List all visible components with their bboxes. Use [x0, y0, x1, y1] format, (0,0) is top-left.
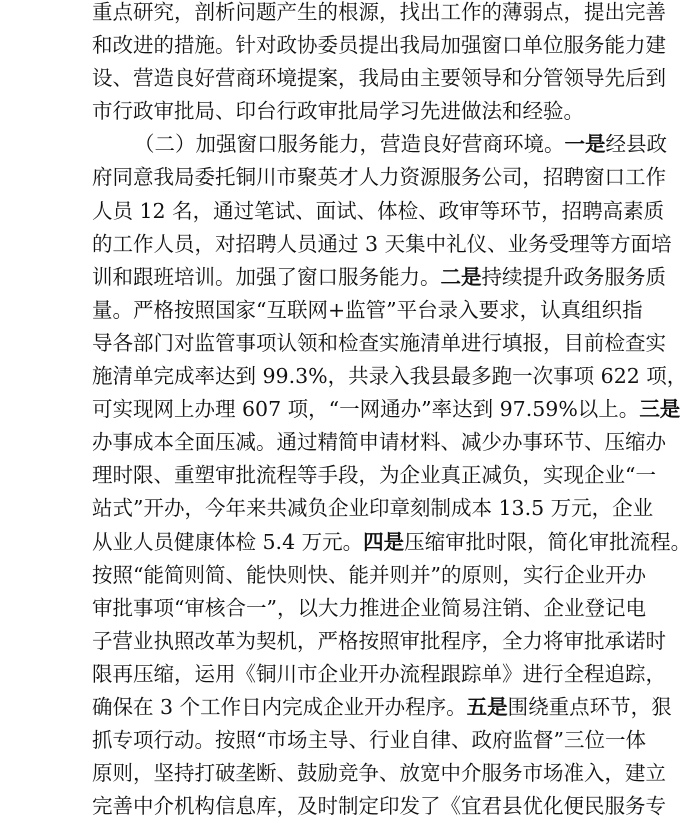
- text-segment: 办事成本全面压减。通过精简申请材料、减少办事环节、压缩办: [92, 430, 666, 455]
- text-line: [92, 95, 612, 128]
- text-segment: 导各部门对监管事项认领和检查实施清单进行填报，目前检查实: [92, 330, 666, 355]
- text-segment: 可实现网上办理 607 项，“一网通办”率达到 97.59%以上。: [92, 397, 640, 422]
- bold-keyword: 五是: [466, 694, 508, 719]
- text-segment: 按照“能简则简、能快则快、能并则并”的原则，实行企业开办: [92, 562, 646, 587]
- text-segment: 确保在 3 个工作日内完成企业开办程序。: [92, 694, 467, 719]
- text-segment: 子营业执照改革为契机，严格按照审批程序，全力将审批承诺时: [92, 628, 666, 653]
- bold-keyword: 四是: [363, 529, 405, 554]
- text-segment: 人员 12 名，通过笔试、面试、体检、政审等环节，招聘高素质: [92, 198, 665, 223]
- text-line: [92, 492, 654, 525]
- text-segment: 和改进的措施。针对政协委员提出我局加强窗口单位服务能力建: [92, 33, 666, 58]
- text-line: [92, 658, 666, 691]
- text-line: [92, 161, 666, 194]
- text-segment: 站式”开办，今年来共减负企业印章刻制成本 13.5 万元，企业: [92, 496, 654, 521]
- text-segment: 围绕重点环节，狠: [507, 694, 672, 719]
- text-line: [92, 691, 672, 724]
- text-line: [92, 790, 666, 823]
- text-segment: 抓专项行动。按照“市场主导、行业自律、政府监督”三位一体: [92, 728, 646, 753]
- text-line: [92, 459, 656, 492]
- text-segment: 训和跟班培训。加强了窗口服务能力。: [92, 264, 441, 289]
- text-segment: 府同意我局委托铜川市聚英才人力资源服务公司，招聘窗口工作: [92, 165, 666, 190]
- text-line: [92, 559, 646, 592]
- text-segment: 量。严格按照国家“互联网+监管”平台录入要求，认真组织指: [92, 297, 643, 322]
- text-line: [92, 195, 665, 228]
- text-segment: 市行政审批局、印台行政审批局学习先进做法和经验。: [92, 99, 584, 124]
- text-line: [92, 62, 666, 95]
- text-segment: 理时限、重塑审批流程等手段，为企业真正减负，实现企业“一: [92, 463, 656, 488]
- document-body: [92, 0, 692, 823]
- text-line: [92, 625, 666, 658]
- text-line: [92, 261, 666, 294]
- text-segment: 原则，坚持打破垄断、鼓励竞争、放宽中介服务市场准入，建立: [92, 761, 666, 786]
- bold-keyword: 二是: [440, 264, 482, 289]
- text-line: [92, 128, 667, 161]
- text-segment: （二）加强窗口服务能力，营造良好营商环境。: [134, 132, 565, 157]
- text-line: [92, 294, 643, 327]
- text-line: [92, 29, 666, 62]
- bold-keyword: 三是: [639, 397, 681, 422]
- text-segment: 审批事项“审核合一”，以大力推进企业简易注销、企业登记电: [92, 595, 646, 620]
- text-segment: 限再压缩，运用《铜川市企业开办流程跟踪单》进行全程追踪，: [92, 661, 666, 686]
- text-segment: 经县政: [605, 132, 667, 157]
- text-line: [92, 724, 646, 757]
- text-line: [92, 393, 681, 426]
- text-line: [92, 0, 666, 29]
- text-segment: 设、营造良好营商环境提案，我局由主要领导和分管领导先后到: [92, 66, 666, 91]
- bold-keyword: 一是: [564, 132, 606, 157]
- text-line: [92, 327, 666, 360]
- text-segment: 完善中介机构信息库，及时制定印发了《宜君县优化便民服务专: [92, 794, 666, 819]
- text-line: [92, 228, 672, 261]
- text-segment: 从业人员健康体检 5.4 万元。: [92, 529, 364, 554]
- text-segment: 持续提升政务服务质: [481, 264, 666, 289]
- text-line: [92, 757, 666, 790]
- text-line: [92, 426, 666, 459]
- text-line: [92, 526, 692, 559]
- text-segment: 重点研究，剖析问题产生的根源，找出工作的薄弱点，提出完善: [92, 0, 666, 24]
- text-line: [92, 592, 646, 625]
- text-segment: 施清单完成率达到 99.3%，共录入我县最多跑一次事项 622 项，: [92, 364, 688, 389]
- text-segment: 的工作人员，对招聘人员通过 3 天集中礼仪、业务受理等方面培: [92, 231, 672, 256]
- text-line: [92, 360, 688, 393]
- text-segment: 压缩审批时限，简化审批流程。: [404, 529, 692, 554]
